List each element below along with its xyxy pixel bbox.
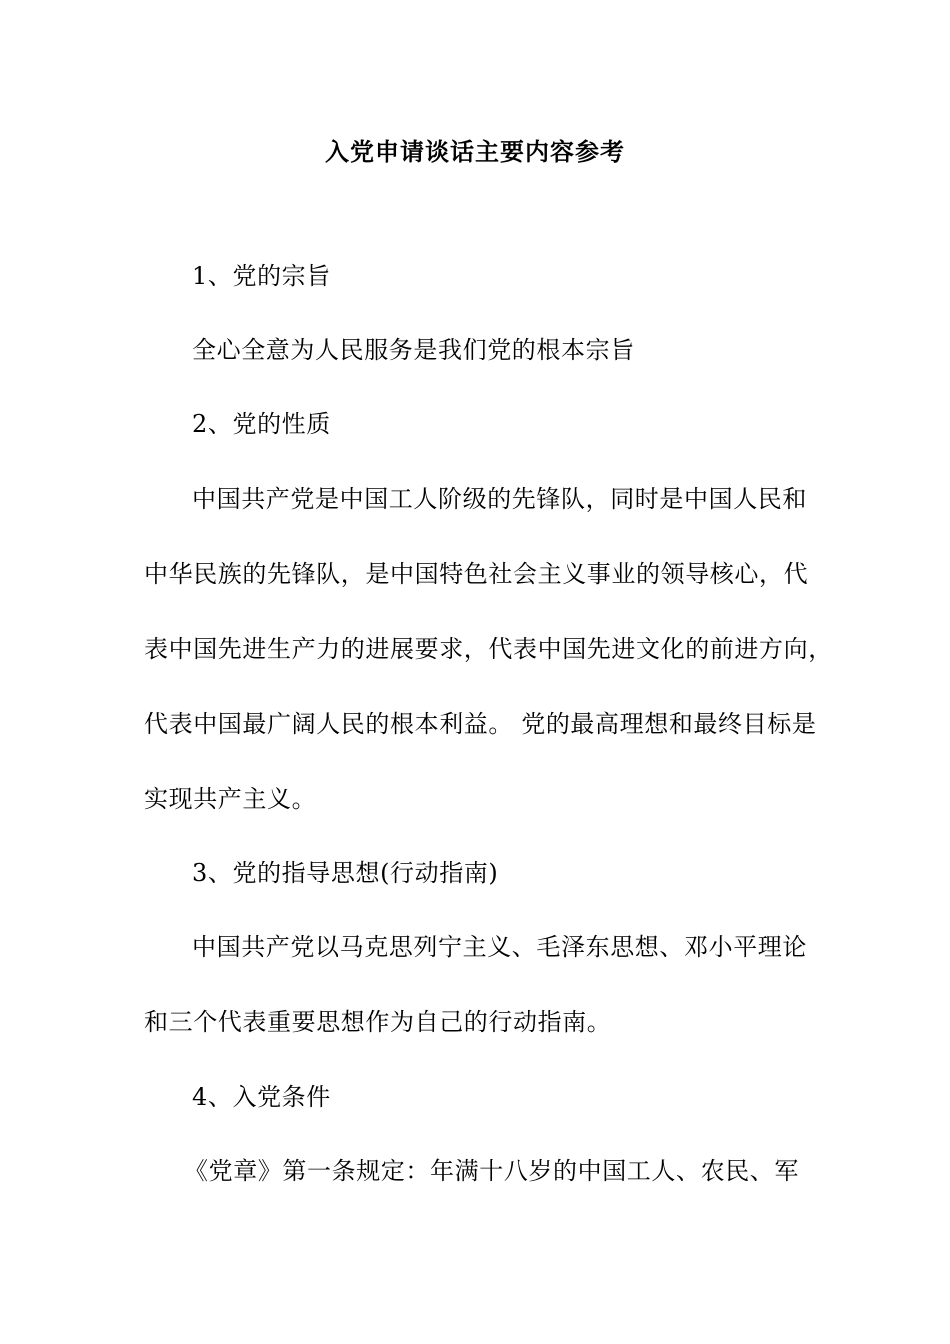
paragraph-line: 全心全意为人民服务是我们党的根本宗旨: [192, 336, 635, 364]
paragraph-line: 《党章》第一条规定：年满十八岁的中国工人、农民、军: [184, 1157, 799, 1185]
section-heading-3: 3、党的指导思想(行动指南): [192, 859, 499, 887]
paragraph-line: 中国共产党以马克思列宁主义、毛泽东思想、邓小平理论: [192, 933, 807, 961]
document-title: 入党申请谈话主要内容参考: [325, 137, 625, 166]
paragraph-line: 代表中国最广阔人民的根本利益。 党的最高理想和最终目标是: [144, 710, 817, 738]
section-heading-4: 4、入党条件: [192, 1083, 331, 1111]
paragraph-line: 表中国先进生产力的进展要求，代表中国先进文化的前进方向，: [144, 635, 833, 663]
section-heading-2: 2、党的性质: [192, 410, 331, 438]
section-heading-1: 1、党的宗旨: [192, 262, 331, 290]
paragraph-line: 实现共产主义。: [144, 785, 317, 813]
paragraph-line: 和三个代表重要思想作为自己的行动指南。: [144, 1008, 612, 1036]
paragraph-line: 中国共产党是中国工人阶级的先锋队，同时是中国人民和: [192, 485, 807, 513]
paragraph-line: 中华民族的先锋队，是中国特色社会主义事业的领导核心，代: [144, 560, 809, 588]
